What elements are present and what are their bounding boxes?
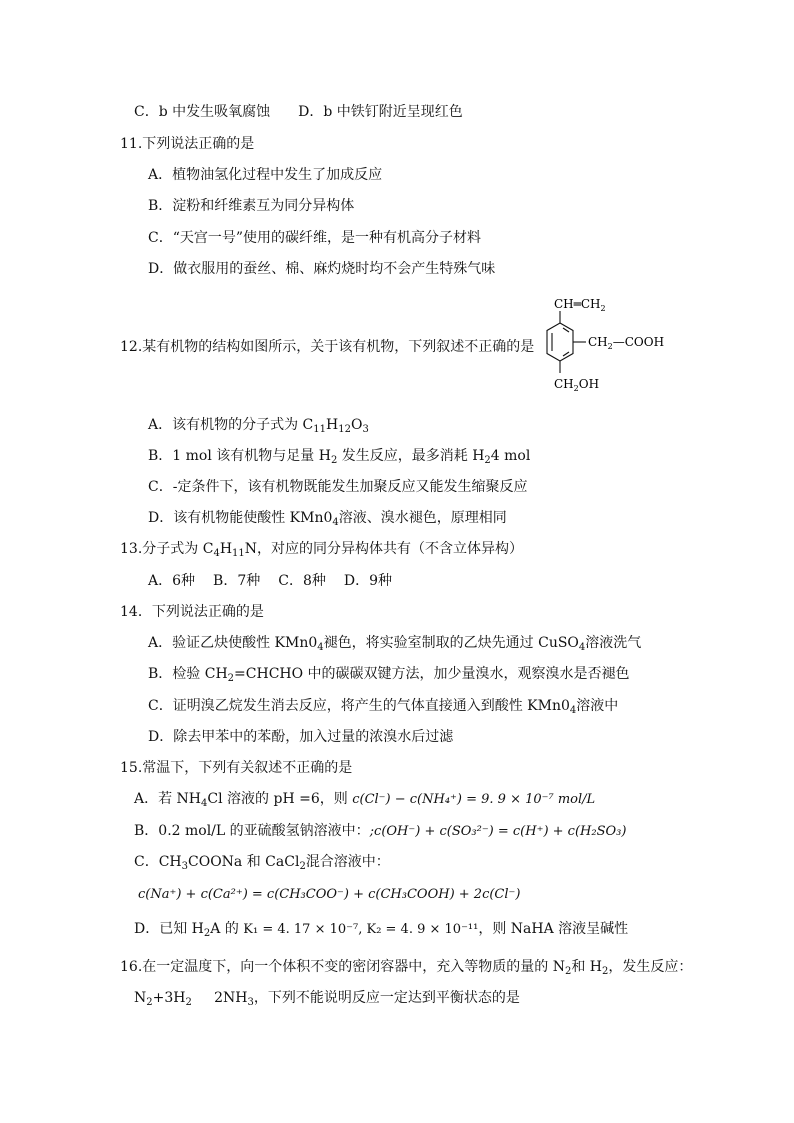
structure-bottom-group: $CH_2OH$	[554, 377, 600, 393]
q14-option-a: A．验证乙炔使酸性 $KMn0_4$褪色，将实验室制取的乙炔先通过 CuSO$_4$溶液洗气	[148, 635, 642, 653]
structure-top-group: $CH═CH_2$	[554, 297, 606, 313]
q13-options	[148, 572, 392, 590]
q15-option-a: A．若 $NH_4Cl$ 溶液的 pH =6，则 c(Cl⁻) − c(NH₄⁺) = 9. 9 × 10⁻⁷ mol/L	[134, 791, 596, 809]
structure-right-group: $CH_2—COOH$	[588, 335, 665, 351]
q12-stem: 12.某有机物的结构如图所示，关于该有机物，下列叙述不正确的是	[120, 339, 535, 355]
q15-option-c: C．$CH_3COONa$ 和 CaCl$_2$混合溶液中：	[134, 854, 390, 872]
q11-option-d: D．做衣服用的蚕丝、棉、麻灼烧时均不会产生特殊气味	[148, 261, 496, 277]
q10-option-c: C．b 中发生吸氧腐蚀	[134, 104, 271, 120]
q15-stem: 15.常温下，下列有关叙述不正确的是	[120, 760, 353, 776]
q11-option-c: C．“天宫一号”使用的碳纤维，是一种有机高分子材料	[148, 230, 482, 246]
q13-option-d: D．9种	[343, 573, 392, 589]
q15-d-equation: K₁ = 4. 17 × 10⁻⁷, K₂ = 4. 9 × 10⁻¹¹	[243, 922, 479, 937]
q13-stem: 13.分子式为 $C_4H_{11}N$，对应的同分异构体共有（不含立体异构）	[120, 541, 524, 559]
q11-stem: 11.下列说法正确的是	[120, 136, 255, 152]
q12-option-d: D．该有机物能使酸性 $KMn0_4$溶液、溴水褪色，原理相同	[148, 510, 507, 528]
q15-c-equation: c(Na⁺) + c(Ca²⁺) = c(CH₃COO⁻) + c(CH₃COOH) + 2c(Cl⁻)	[138, 887, 521, 902]
q15-option-d: D．已知 $H_2A$ 的 K₁ = 4. 17 × 10⁻⁷, K₂ = 4. 9 × 10⁻¹¹，则 NaHA 溶液呈碱性	[134, 921, 629, 939]
q11-option-a: A．植物油氢化过程中发生了加成反应	[148, 167, 383, 183]
q14-stem: 14．下列说法正确的是	[120, 604, 264, 620]
q15-b-equation: ;c(OH⁻) + c(SO₃²⁻) = c(H⁺) + c(H₂SO₃)	[369, 824, 627, 839]
q15-a-equation: c(Cl⁻) − c(NH₄⁺) = 9. 9 × 10⁻⁷ mol/L	[352, 792, 596, 807]
q15-option-b: B．0.2 mol/L 的亚硫酸氢钠溶液中：;c(OH⁻) + c(SO₃²⁻) = c(H⁺) + c(H₂SO₃)	[134, 823, 627, 839]
q16-stem: 16.在一定温度下，向一个体积不变的密闭容器中，充入等物质的量的 $N_2$和 $H_2$，发生反应：	[120, 959, 693, 977]
q11-option-b: B．淀粉和纤维素互为同分异构体	[148, 198, 355, 214]
q13-option-c: C．8种	[278, 573, 326, 589]
q10-option-d: D．b 中铁钉附近呈现红色	[298, 104, 463, 120]
q10-options-cd	[134, 103, 463, 121]
q13-option-b: B．7种	[213, 573, 261, 589]
q12-option-c: C．-定条件下，该有机物既能发生加聚反应又能发生缩聚反应	[148, 479, 528, 495]
q12-option-b: B．1 mol 该有机物与足量 $H_2$ 发生反应，最多消耗 $H_24$ mol	[148, 448, 531, 466]
q16-reaction-line: $N_2+3H_2$ $2NH_3$，下列不能说明反应一定达到平衡状态的是	[134, 990, 520, 1008]
q14-option-c: C．证明溴乙烷发生消去反应，将产生的气体直接通入到酸性 $KMn0_4$溶液中	[148, 698, 619, 716]
q13-option-a: A．6种	[148, 573, 196, 589]
structure-diagram	[536, 292, 676, 404]
q14-option-d: D．除去甲苯中的苯酚，加入过量的浓溴水后过滤	[148, 729, 454, 745]
q12-option-a: A．该有机物的分子式为 $C_{11}H_{12}O_3$	[148, 417, 369, 435]
q14-option-b: B．检验 $CH_2=CHCHO$ 中的碳碳双键方法，加少量溴水，观察溴水是否褪色	[148, 666, 630, 684]
